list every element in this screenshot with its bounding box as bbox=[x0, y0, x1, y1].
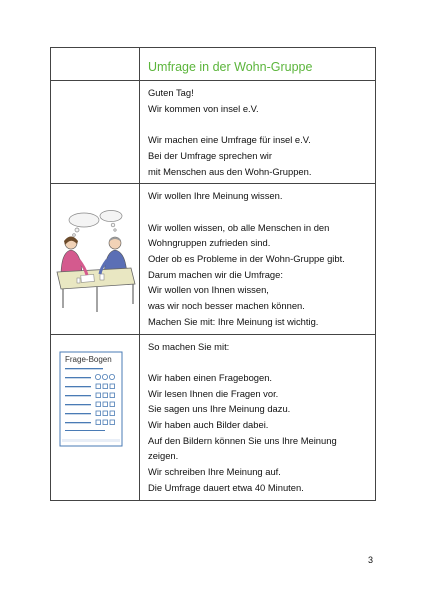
text-line: Wir haben einen Fragebogen. bbox=[148, 371, 273, 383]
meeting-image-cell bbox=[51, 184, 140, 334]
text-line: was wir noch besser machen können. bbox=[148, 300, 305, 312]
blank-line bbox=[148, 354, 369, 370]
title-row bbox=[51, 48, 376, 81]
text-line: Wir wollen Ihre Meinung wissen. bbox=[148, 190, 283, 202]
text-line: Guten Tag! bbox=[148, 87, 194, 98]
title-cell bbox=[140, 48, 376, 81]
text-line: So machen Sie mit: bbox=[148, 340, 230, 352]
text-line: Wir haben auch Bilder dabei. bbox=[148, 419, 269, 431]
questionnaire-image-cell bbox=[51, 334, 140, 500]
text-line: mit Menschen aus den Wohn-Gruppen. bbox=[148, 165, 312, 177]
document-title: Umfrage in der Wohn-Gruppe bbox=[148, 60, 313, 74]
howto-text-cell bbox=[140, 334, 376, 500]
content-table bbox=[50, 47, 376, 501]
text-line: Wir wollen wissen, ob alle Menschen in den bbox=[148, 221, 330, 233]
text-line: Wir wollen von Ihnen wissen, bbox=[148, 284, 269, 296]
page-number: 3 bbox=[367, 555, 373, 565]
questionnaire-illustration bbox=[51, 335, 137, 455]
text-line: Bei der Umfrage sprechen wir bbox=[148, 149, 273, 161]
text-line: Wir kommen von insel e.V. bbox=[148, 102, 259, 114]
greeting-text-cell bbox=[140, 81, 376, 184]
text-line: zeigen. bbox=[148, 450, 179, 462]
text-line: Wohngruppen zufrieden sind. bbox=[148, 237, 271, 249]
title-image-cell bbox=[51, 48, 140, 81]
questionnaire-heading: Frage-Bogen bbox=[65, 354, 112, 364]
meeting-illustration bbox=[51, 184, 137, 324]
text-line: Darum machen wir die Umfrage: bbox=[148, 268, 283, 280]
opinion-text-cell bbox=[140, 184, 376, 334]
howto-row bbox=[51, 334, 376, 500]
text-line: Machen Sie mit: Ihre Meinung ist wichtig. bbox=[148, 315, 319, 327]
greeting-image-cell bbox=[51, 81, 140, 184]
text-line: Die Umfrage dauert etwa 40 Minuten. bbox=[148, 481, 304, 493]
text-line: Wir lesen Ihnen die Fragen vor. bbox=[148, 387, 279, 399]
text-line: Wir machen eine Umfrage für insel e.V. bbox=[148, 134, 311, 146]
text-line: Oder ob es Probleme in der Wohn-Gruppe gibt. bbox=[148, 253, 345, 264]
text-line: Auf den Bildern können Sie uns Ihre Meinung bbox=[148, 434, 337, 446]
opinion-row bbox=[51, 184, 376, 334]
text-line: Sie sagen uns Ihre Meinung dazu. bbox=[148, 403, 291, 415]
text-line: Wir schreiben Ihre Meinung auf. bbox=[148, 466, 281, 478]
blank-line bbox=[148, 116, 369, 132]
blank-line bbox=[148, 204, 369, 220]
greeting-row bbox=[51, 81, 376, 184]
